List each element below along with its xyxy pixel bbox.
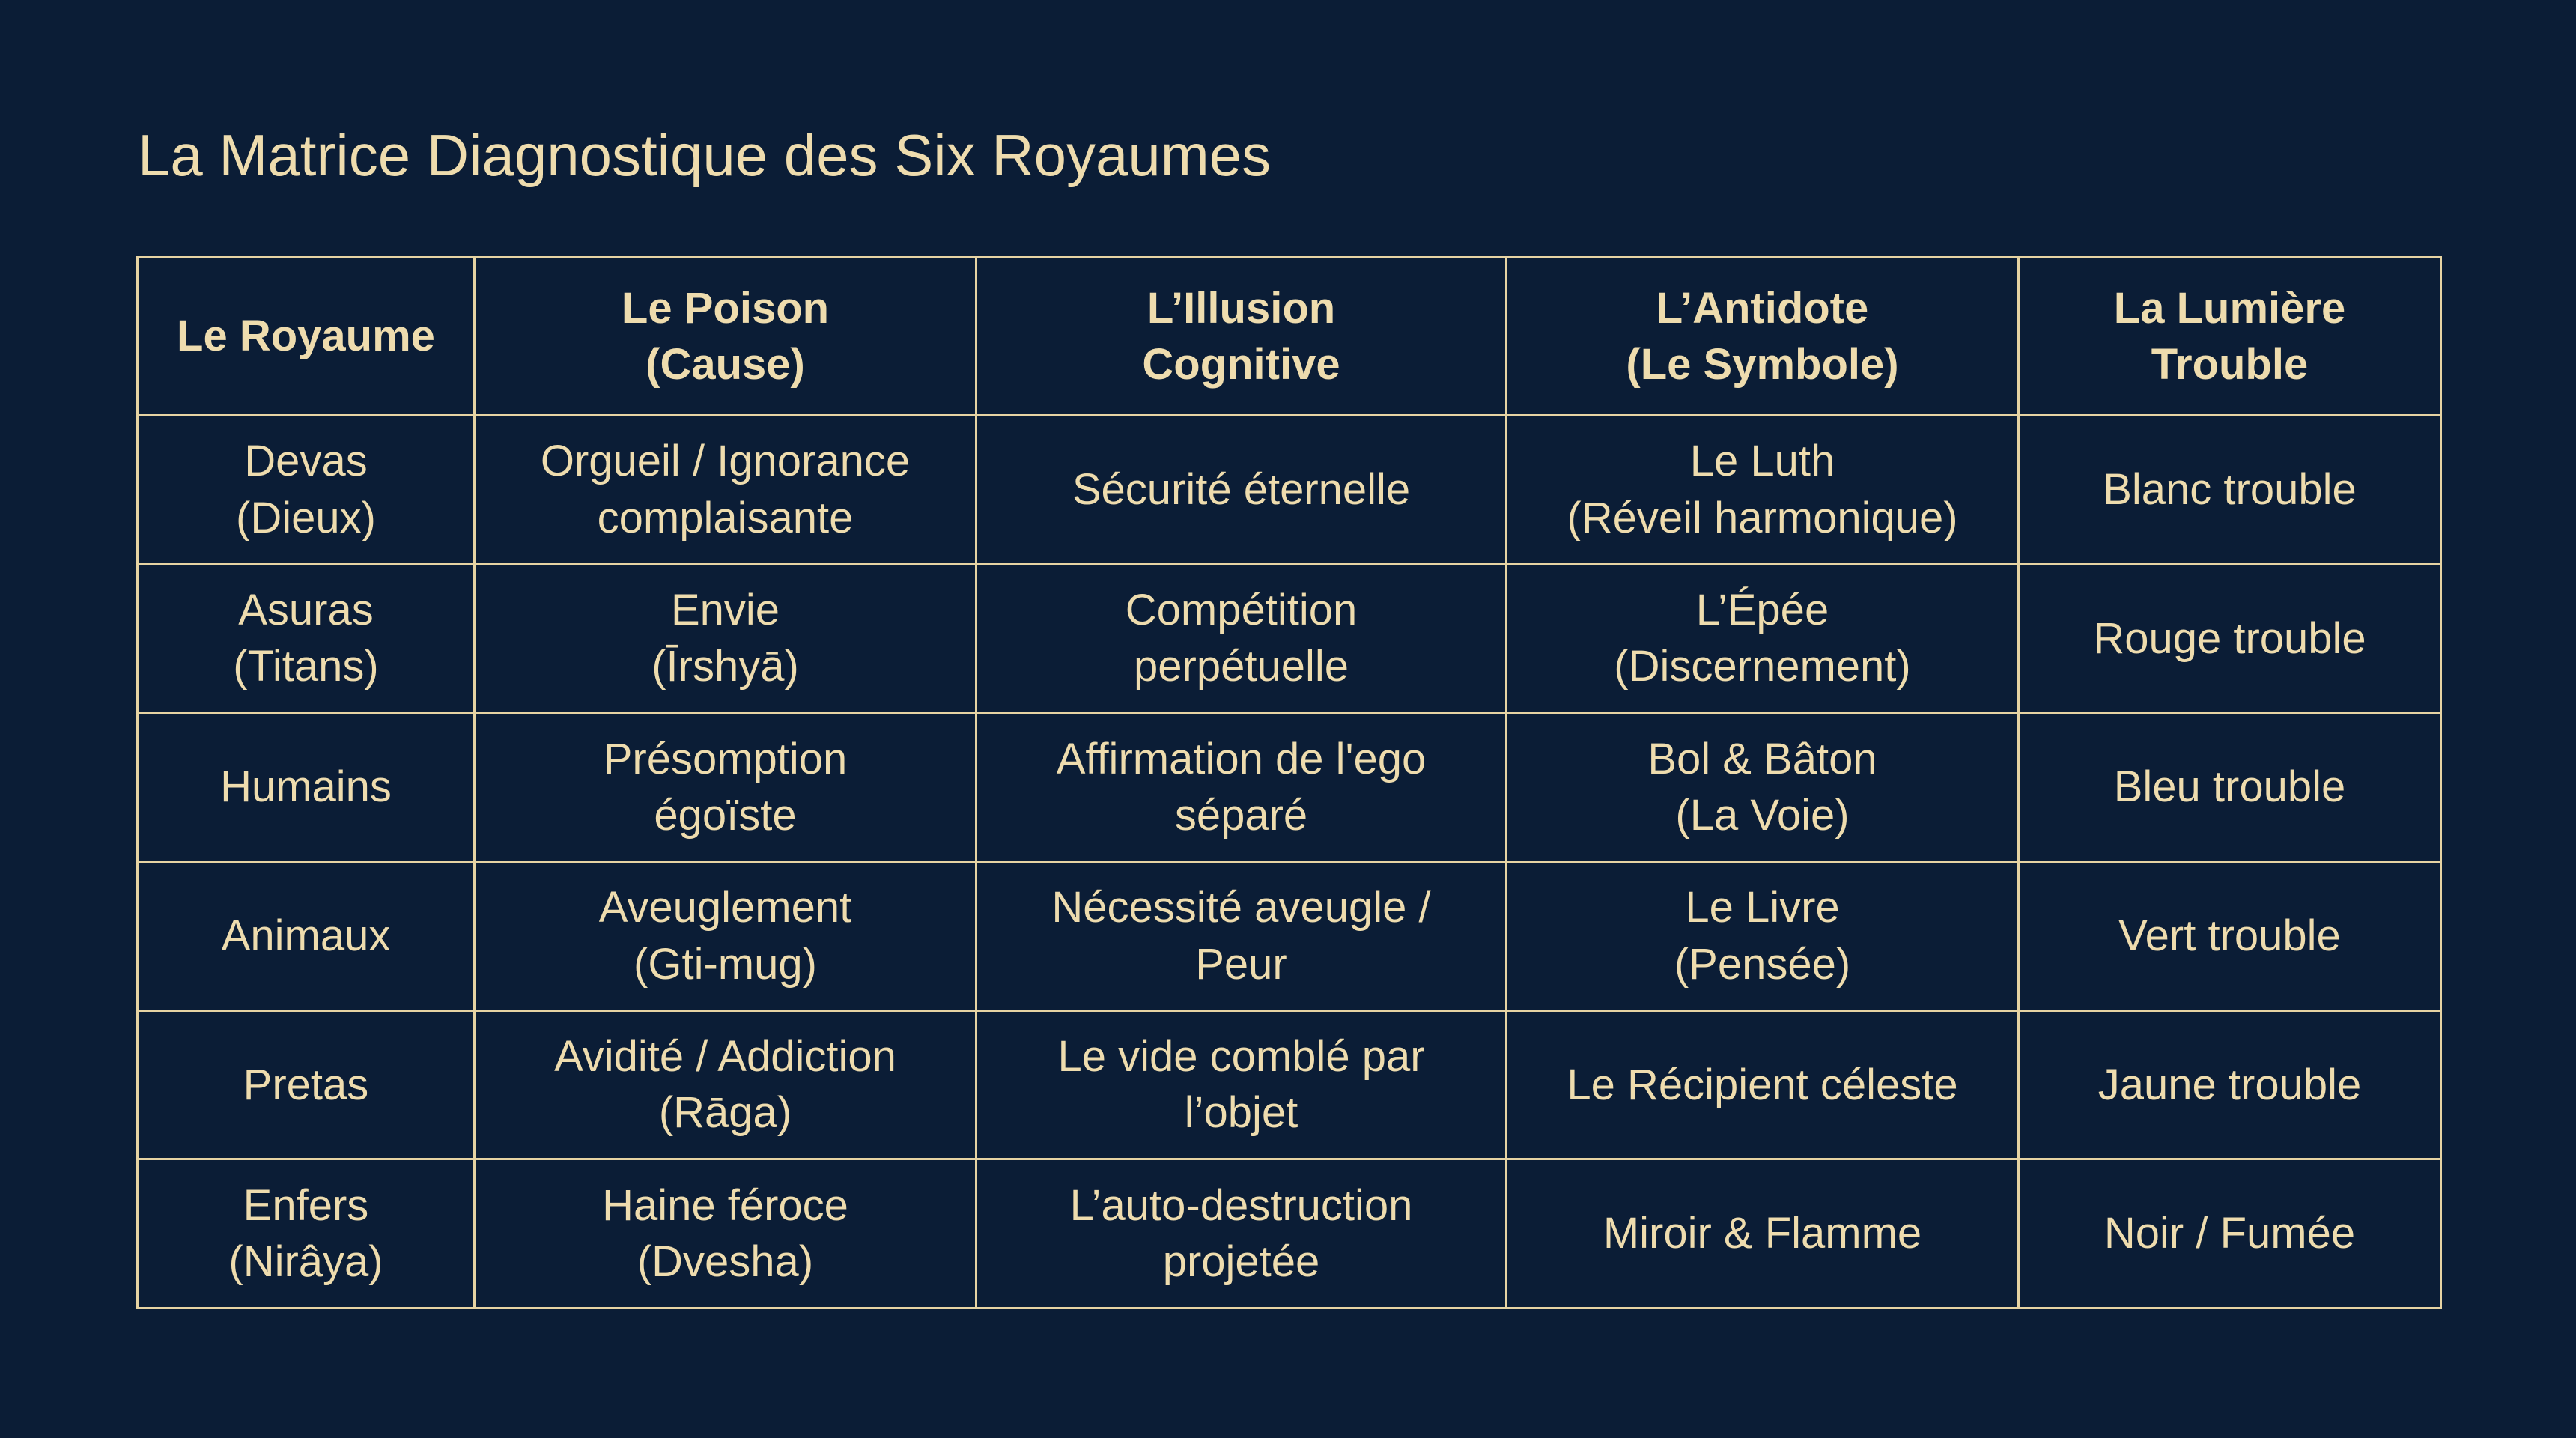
cell-line: Le vide comblé par (1057, 1032, 1425, 1081)
cell-line: (Réveil harmonique) (1567, 493, 1958, 542)
cell-illusion (976, 713, 1507, 862)
cell-light (2019, 861, 2441, 1010)
cell-line: Nécessité aveugle / (1051, 883, 1431, 932)
cell-antidote (1507, 1010, 2019, 1159)
cell-antidote (1507, 713, 2019, 862)
cell-line: L’auto-destruction (1069, 1180, 1413, 1230)
cell-line: Jaune trouble (2097, 1060, 2362, 1109)
cell-line: (Īrshyā) (651, 642, 799, 691)
cell-illusion (976, 564, 1507, 713)
table-header (138, 258, 2441, 416)
cell-line: Avidité / Addiction (554, 1032, 896, 1081)
cell-illusion (976, 1010, 1507, 1159)
cell-light (2019, 1159, 2441, 1308)
cell-poison (475, 1159, 976, 1308)
cell-antidote (1507, 564, 2019, 713)
cell-line: Affirmation de l'ego (1056, 734, 1427, 783)
cell-poison (475, 416, 976, 565)
header-poison (475, 258, 976, 416)
cell-line: Miroir & Flamme (1603, 1209, 1922, 1258)
cell-line: (Nirâya) (228, 1237, 383, 1287)
table-row (138, 713, 2441, 862)
cell-light (2019, 416, 2441, 565)
cell-realm (138, 416, 475, 565)
cell-illusion (976, 1159, 1507, 1308)
cell-realm (138, 713, 475, 862)
cell-antidote (1507, 861, 2019, 1010)
cell-line: projetée (1162, 1237, 1320, 1287)
cell-line: complaisante (597, 493, 854, 542)
header-line: Cognitive (1142, 340, 1340, 389)
cell-line: Haine féroce (602, 1180, 848, 1230)
header-line: L’Illusion (1146, 283, 1336, 333)
cell-line: Envie (670, 586, 780, 635)
header-line: Le Poison (621, 283, 830, 333)
cell-line: l’objet (1184, 1088, 1298, 1138)
cell-line: Aveuglement (598, 883, 852, 932)
table-row (138, 564, 2441, 713)
header-realm (138, 258, 475, 416)
cell-line: Présomption (603, 734, 848, 783)
cell-poison (475, 713, 976, 862)
header-line: (Le Symbole) (1626, 340, 1899, 389)
cell-realm (138, 1159, 475, 1308)
cell-light (2019, 1010, 2441, 1159)
cell-line: (La Voie) (1675, 791, 1850, 840)
cell-line: Vert trouble (2118, 911, 2341, 961)
header-illusion (976, 258, 1507, 416)
cell-line: Enfers (243, 1180, 369, 1230)
cell-line: Devas (244, 437, 368, 486)
header-antidote (1507, 258, 2019, 416)
cell-line: Animaux (221, 911, 391, 961)
cell-line: Humains (220, 762, 392, 812)
cell-illusion (976, 861, 1507, 1010)
cell-antidote (1507, 416, 2019, 565)
cell-line: Noir / Fumée (2103, 1209, 2356, 1258)
cell-light (2019, 564, 2441, 713)
cell-line: Le Livre (1685, 883, 1840, 932)
header-line: La Lumière (2113, 283, 2346, 333)
cell-line: (Rāga) (658, 1088, 792, 1138)
cell-line: Asuras (238, 586, 374, 635)
table-row (138, 1159, 2441, 1308)
cell-line: Peur (1195, 939, 1287, 989)
cell-antidote (1507, 1159, 2019, 1308)
cell-line: Rouge trouble (2093, 613, 2366, 663)
cell-illusion (976, 416, 1507, 565)
table-row (138, 1010, 2441, 1159)
cell-line: L’Épée (1695, 586, 1829, 635)
cell-poison (475, 1010, 976, 1159)
cell-realm (138, 861, 475, 1010)
cell-line: Bleu trouble (2113, 762, 2346, 812)
diagnostic-matrix-table (136, 256, 2442, 1309)
cell-line: (Discernement) (1614, 642, 1911, 691)
cell-line: Blanc trouble (2103, 465, 2357, 515)
header-line: Le Royaume (177, 312, 435, 361)
cell-poison (475, 861, 976, 1010)
cell-line: Le Récipient céleste (1567, 1060, 1958, 1109)
cell-line: égoïste (654, 791, 797, 840)
table-row (138, 861, 2441, 1010)
cell-line: (Pensée) (1674, 939, 1851, 989)
cell-line: (Gti-mug) (634, 939, 817, 989)
cell-line: Pretas (243, 1060, 369, 1109)
cell-line: (Dieux) (236, 493, 376, 542)
table-row (138, 416, 2441, 565)
cell-realm (138, 564, 475, 713)
cell-line: Le Luth (1689, 437, 1835, 486)
cell-line: Compétition (1125, 586, 1358, 635)
cell-line: Sécurité éternelle (1072, 465, 1411, 515)
cell-poison (475, 564, 976, 713)
header-line: Trouble (2151, 340, 2309, 389)
cell-line: séparé (1174, 791, 1308, 840)
header-light (2019, 258, 2441, 416)
header-line: L’Antidote (1656, 283, 1869, 333)
cell-realm (138, 1010, 475, 1159)
header-line: (Cause) (645, 340, 805, 389)
cell-line: Bol & Bâton (1647, 734, 1877, 783)
cell-line: perpétuelle (1134, 642, 1349, 691)
cell-line: (Dvesha) (637, 1237, 814, 1287)
cell-line: Orgueil / Ignorance (540, 437, 911, 486)
cell-light (2019, 713, 2441, 862)
header-row (138, 258, 2441, 416)
page-title: La Matrice Diagnostique des Six Royaumes (138, 122, 1272, 188)
table-body (138, 416, 2441, 1308)
cell-line: (Titans) (233, 642, 379, 691)
